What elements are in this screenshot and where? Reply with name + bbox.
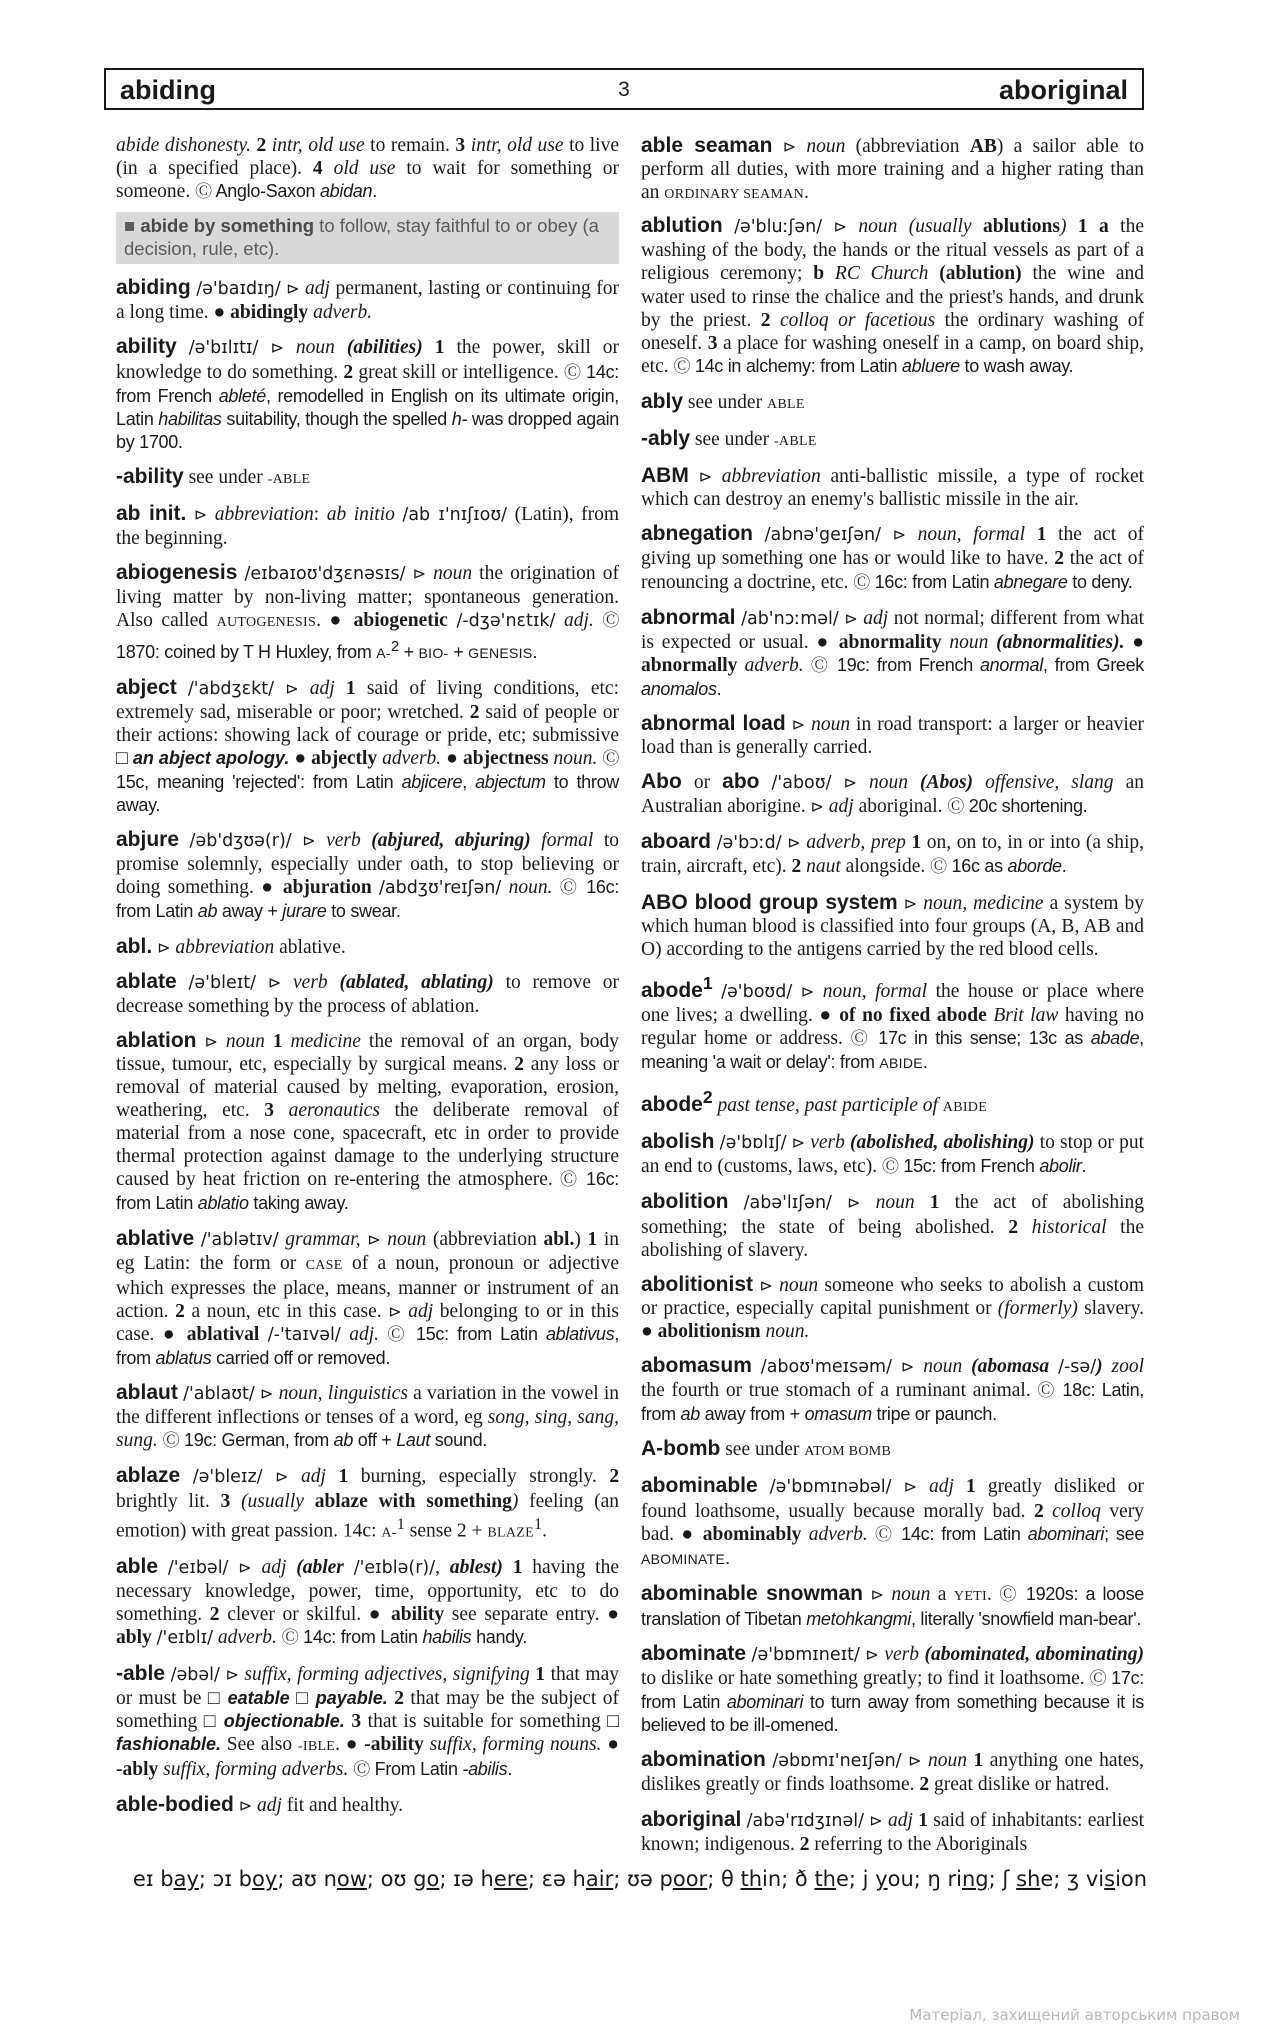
entry-abject: abject /'abdʒɛkt/ ⊳ adj 1 said of living conditions, etc: extremely sad, miserable or poor; wretched. 2 said of people or their actions: showing lack of courage or pride, etc; submissive □ an abject apology. ● abjectly adverb. ● abjectness noun. Ⓒ 15c, meaning 'rejected': from Latin abjicere, abjectum to throw away. (116, 675, 620, 816)
entry-ablative: ablative /'ablətɪv/ grammar, ⊳ noun (abbreviation abl.) 1 in eg Latin: the form or CASE of a noun, pronoun or adjective which expresses the place, means, manner or instrument of an action. 2 a noun, etc in this case. ⊳ adj belonging to or in this case. ● ablatival /-'taɪvəl/ adj. Ⓒ 15c: from Latin ablativus, from ablatus carried off or removed. (116, 1226, 620, 1369)
entry--able: -able /əbəl/ ⊳ suffix, forming adjectives, signifying 1 that may or must be □ eatable □ payable. 2 that may be the subject of something □ objectionable. 3 that is suitable for something □ fashionable. See also -IBLE. ● -ability suffix, forming nouns. ● -ably suffix, forming adverbs. Ⓒ From Latin -abilis. (116, 1661, 620, 1780)
entry-able-seaman: able seaman ⊳ noun (abbreviation AB) a sailor able to perform all duties, with more training and a higher rating than an ORDINARY SEAMAN. (641, 134, 1145, 204)
entry-abide-by-phrase: ■ abide by something to follow, stay faithful to or obey (a decision, rule, etc). (116, 212, 619, 264)
page-number: 3 (618, 78, 630, 101)
entry-abide-cont: abide dishonesty. 2 intr, old use to remain. 3 intr, old use to live (in a specified place). 4 old use to wait for something or someone. Ⓒ Anglo-Saxon abidan. (116, 135, 620, 203)
entry-abiding: abiding /ə'baɪdɪŋ/ ⊳ adj permanent, lasting or continuing for a long time. ● abidingly adverb. (116, 276, 620, 324)
pronunciation-key: eɪ bay; ɔɪ boy; aʊ now; oʊ go; ɪə here; ɛə hair; ʊə poor; θ thin; ð the; j you; ŋ ring; ʃ she; ʒ vision (132, 1867, 1148, 1891)
entry-aboriginal: aboriginal /abə'rɪdʒɪnəl/ ⊳ adj 1 said of inhabitants: earliest known; indigenous. 2 referring to the Aboriginals (641, 1807, 1145, 1855)
right-column (641, 134, 1144, 1867)
entry-abiogenesis: abiogenesis /eɪbaɪoʊ'dʒɛnəsɪs/ ⊳ noun the origination of living matter by non-living matter; spontaneous generation. Also called AUTOGENESIS. ● abiogenetic /-dʒə'nɛtɪk/ adj. Ⓒ 1870: coined by T H Huxley, from A-$^2$ + BIO- + GENESIS. (116, 561, 620, 662)
entry-aboard: aboard /ə'bɔːd/ ⊳ adverb, prep 1 on, on to, in or into (a ship, train, aircraft, etc). 2 naut alongside. Ⓒ 16c as aborde. (641, 830, 1145, 878)
entry-ablaut: ablaut /'ablaʊt/ ⊳ noun, linguistics a variation in the vowel in the different inflections or tenses of a word, eg song, sing, sang, sung. Ⓒ 19c: German, from ab off + Laut sound. (116, 1381, 620, 1452)
entry-able-bodied: able-bodied ⊳ adj fit and healthy. (116, 1793, 404, 1817)
entry-abm: ABM ⊳ abbreviation anti-ballistic missile, a type of rocket which can destroy an enemy's ballistic missile in the air. (641, 464, 1145, 511)
left-column (116, 134, 619, 1828)
entry-abo: Abo or abo /'aboʊ/ ⊳ noun (Abos) offensive, slang an Australian aborigine. ⊳ adj aboriginal. Ⓒ 20c shortening. (641, 770, 1144, 818)
entry-abjure: abjure /əb'dʒʊə(r)/ ⊳ verb (abjured, abjuring) formal to promise solemnly, especially under oath, to stop believing or doing something. ● abjuration /abdʒʊ'reɪʃən/ noun. Ⓒ 16c: from Latin ab away + jurare to swear. (116, 828, 620, 922)
entry-abnegation: abnegation /abnə'geɪʃən/ ⊳ noun, formal 1 the act of giving up something one has or would like to have. 2 the act of renouncing a doctrine, etc. Ⓒ 16c: from Latin abnegare to deny. (641, 522, 1145, 593)
entry-a-bomb: A-bomb see under ATOM BOMB (641, 1437, 892, 1461)
entry-able: able /'eɪbəl/ ⊳ adj (abler /'eɪblə(r)/, ablest) 1 having the necessary knowledge, power, time, opportunity, etc to do something. 2 clever or skilful. ● ability see separate entry. ● ably /'eɪblɪ/ adverb. Ⓒ 14c: from Latin habilis handy. (116, 1555, 620, 1649)
entry-abomination: abomination /əbɒmɪ'neɪʃən/ ⊳ noun 1 anything one hates, dislikes greatly or finds loathsome. 2 great dislike or hatred. (641, 1748, 1145, 1796)
entry--ably: -ably see under -ABLE (641, 427, 817, 451)
entry-abominate: abominate /ə'bɒmɪneɪt/ ⊳ verb (abominated, abominating) to dislike or hate something greatly; to find it loathsome. Ⓒ 17c: from Latin abominari to turn away from something because it is believed to be ill-omened. (641, 1641, 1145, 1736)
entry-abolition: abolition /abə'lɪʃən/ ⊳ noun 1 the act of abolishing something; the state of being abolished. 2 historical the abolishing of slavery. (641, 1190, 1145, 1261)
left-guide-word: abiding (120, 75, 216, 105)
entry--ability: -ability see under -ABLE (116, 464, 311, 488)
entry-abominable-snowman: abominable snowman ⊳ noun a YETI. Ⓒ 1920s: a loose translation of Tibetan metohkangmi, literally 'snowfield man-bear'. (641, 1581, 1144, 1629)
entry-ablaze: ablaze /ə'bleɪz/ ⊳ adj 1 burning, especially strongly. 2 brightly lit. 3 (usually ablaze with something) feeling (an emotion) with great passion. 14c: A-$^1$ sense $2 + BLAZE^1$. (116, 1464, 620, 1542)
entry-abnormal-load: abnormal load ⊳ noun in road transport: a larger or heavier load than is generally carried. (641, 711, 1144, 759)
entry-abode2: abode$^2$ past tense, past participle of ABIDE (641, 1087, 988, 1117)
right-guide-word: aboriginal (998, 75, 1128, 105)
copyright-watermark: Матеріал, захищений авторським правом (909, 2006, 1240, 2024)
entry-abomasum: abomasum /aboʊ'meɪsəm/ ⊳ noun (abomasa /-sə/) zool the fourth or true stomach of a ruminant animal. Ⓒ 18c: Latin, from ab away from + omasum tripe or paunch. (641, 1354, 1145, 1425)
entry-abominable: abominable /ə'bɒmɪnəbəl/ ⊳ adj 1 greatly disliked or found loathsome, usually because morally bad. 2 colloq very bad. ● abominably adverb. Ⓒ 14c: from Latin abominari; see ABOMINATE. (641, 1474, 1145, 1568)
entry-ablation: ablation ⊳ noun 1 medicine the removal of an organ, body tissue, tumour, etc, especially by surgical means. 2 any loss or removal of material caused by melting, evaporation, erosion, weathering, etc. 3 aeronautics the deliberate removal of material from a nose cone, spacecraft, etc in order to provide thermal protection against damage to the underlying structure caused by heat friction on re-entering the atmosphere. Ⓒ 16c: from Latin ablatio taking away. (116, 1028, 620, 1214)
entry-abolitionist: abolitionist ⊳ noun someone who seeks to abolish a custom or practice, especially capital punishment or (formerly) slavery. ● abolitionism noun. (641, 1272, 1145, 1342)
entry-abolish: abolish /ə'bɒlɪʃ/ ⊳ verb (abolished, abolishing) to stop or put an end to (customs, laws, etc). Ⓒ 15c: from French abolir. (641, 1130, 1144, 1178)
entry-ablution: ablution /ə'bluːʃən/ ⊳ noun (usually ablutions) 1 a the washing of the body, the hands or the ritual vessels as part of a religious ceremony; b RC Church (ablution) the wine and water used to rinse the chalice and the priest's hands, and drunk by the priest. 2 colloq or facetious the ordinary washing of oneself. 3 a place for washing oneself in a camp, on board ship, etc. Ⓒ 14c in alchemy: from Latin abluere to wash away. (641, 214, 1145, 377)
entry-abl: abl. ⊳ abbreviation ablative. (116, 934, 346, 958)
entry-ably: ably see under ABLE (641, 389, 805, 413)
entry-abnormal: abnormal /ab'nɔːməl/ ⊳ adj not normal; different from what is expected or usual. ● abnormality noun (abnormalities). ● abnormally adverb. Ⓒ 19c: from French anormal, from Greek anomalos. (641, 605, 1145, 699)
entry-abo-blood-group-system: ABO blood group system ⊳ noun, medicine a system by which human blood is classified into four groups (A, B, AB and O) according to the antigens carried by the red blood cells. (641, 890, 1145, 960)
entry-abode1: abode$^1$ /ə'boʊd/ ⊳ noun, formal the house or place where one lives; a dwelling. ● of no fixed abode Brit law having no regular home or address. Ⓒ 17c in this sense; 13c as abade, meaning 'a wait or delay': from ABIDE. (641, 972, 1145, 1073)
entry-ablate: ablate /ə'bleɪt/ ⊳ verb (ablated, ablating) to remove or decrease something by the process of ablation. (116, 969, 620, 1017)
entry-ab-init: ab init. ⊳ abbreviation: ab initio /ab ɪ'nɪʃɪoʊ/ (Latin), from the beginning. (116, 502, 620, 550)
page-header (104, 68, 1144, 110)
entry-ability: ability /ə'bɪlɪtɪ/ ⊳ noun (abilities) 1 the power, skill or knowledge to do something. 2 great skill or intelligence. Ⓒ 14c: from French ableté, remodelled in English on its ultimate origin, Latin habilitas suitability, though the spelled h- was dropped again by 1700. (116, 335, 620, 452)
